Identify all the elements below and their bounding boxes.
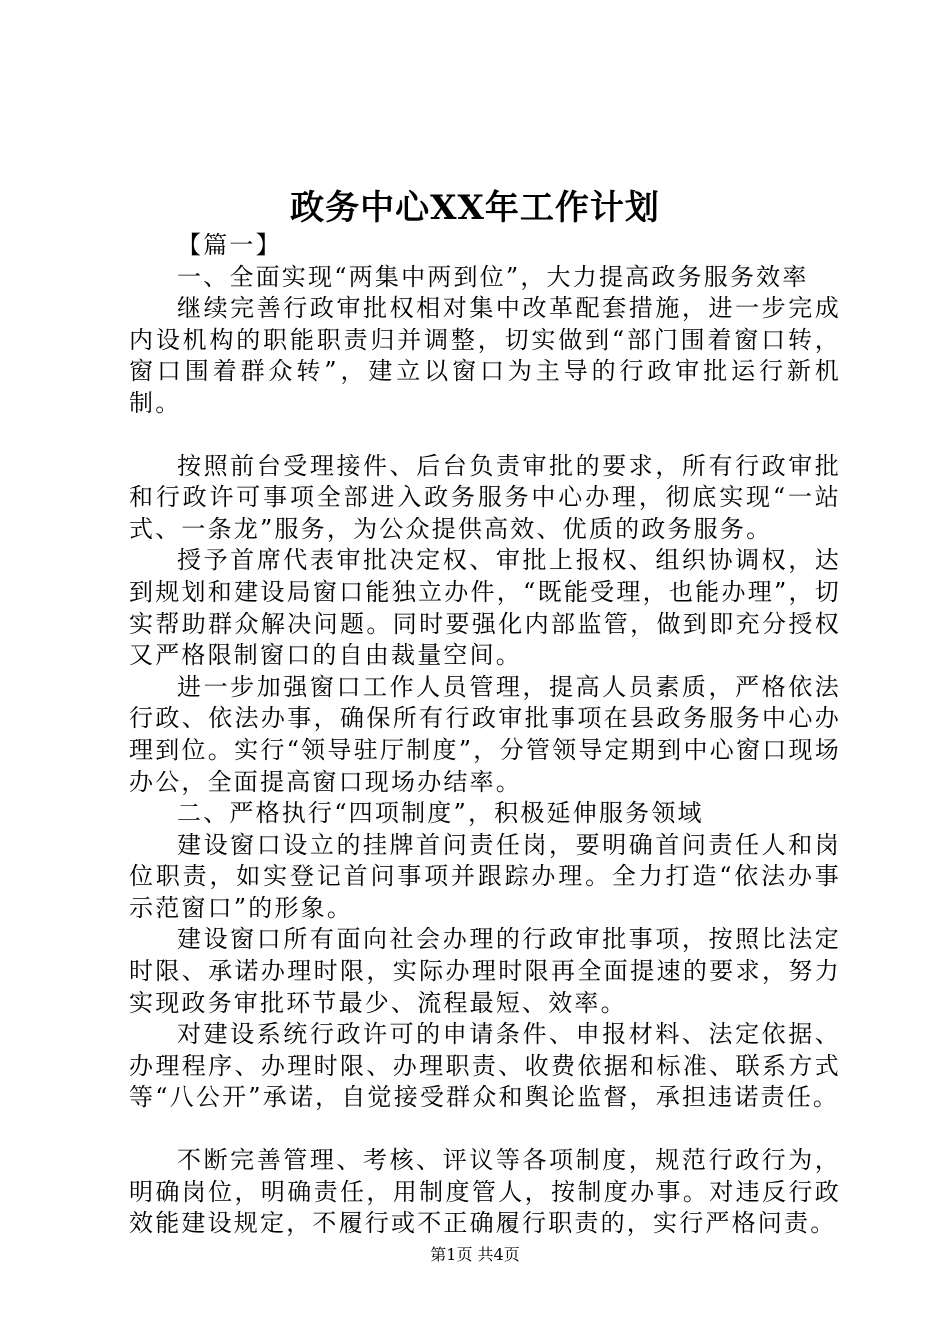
section-tag: 【篇一】 bbox=[177, 231, 282, 259]
paragraph: 建设窗口所有面向社会办理的行政审批事项，按照比法定时限、承诺办理时限，实际办理时限再全面提速的要求，努力实现政务审批环节最少、流程最短、效率。 bbox=[129, 925, 841, 1017]
paragraph: 继续完善行政审批权相对集中改革配套措施，进一步完成内设机构的职能职责归并调整，切实做到“部门围着窗口转，窗口围着群众转”，建立以窗口为主导的行政审批运行新机制。 bbox=[129, 294, 841, 417]
paragraph: 对建设系统行政许可的申请条件、申报材料、法定依据、办理程序、办理时限、办理职责、收费依据和标准、联系方式等“八公开”承诺，自觉接受群众和舆论监督，承担违诺责任。 bbox=[129, 1020, 841, 1112]
paragraph: 进一步加强窗口工作人员管理，提高人员素质，严格依法行政、依法办事，确保所有行政审批事项在县政务服务中心办理到位。实行“领导驻厅制度”，分管领导定期到中心窗口现场办公，全面提高窗口现场办结率。 bbox=[129, 672, 841, 796]
paragraph: 授予首席代表审批决定权、审批上报权、组织协调权，达到规划和建设局窗口能独立办件，“既能受理，也能办理”，切实帮助群众解决问题。同时要强化内部监管，做到即充分授权又严格限制窗口的自由裁量空间。 bbox=[129, 546, 841, 670]
paragraph: 按照前台受理接件、后台负责审批的要求，所有行政审批和行政许可事项全部进入政务服务中心办理，彻底实现“一站式、一条龙”服务，为公众提供高效、优质的政务服务。 bbox=[129, 451, 841, 543]
section-heading-2: 二、严格执行“四项制度”，积极延伸服务领域 bbox=[177, 799, 704, 828]
paragraph: 建设窗口设立的挂牌首问责任岗，要明确首问责任人和岗位职责，如实登记首问事项并跟踪办理。全力打造“依法办事示范窗口”的形象。 bbox=[129, 830, 841, 922]
page-footer: 第1页 共4页 bbox=[430, 1245, 520, 1264]
document-body bbox=[129, 230, 841, 1240]
section-heading-1: 一、全面实现“两集中两到位”，大力提高政务服务效率 bbox=[177, 262, 809, 291]
paragraph: 不断完善管理、考核、评议等各项制度，规范行政行为，明确岗位，明确责任，用制度管人，按制度办事。对违反行政效能建设规定，不履行或不正确履行职责的，实行严格问责。 bbox=[129, 1146, 841, 1238]
document-title: 政务中心XX年工作计划 bbox=[290, 188, 660, 228]
